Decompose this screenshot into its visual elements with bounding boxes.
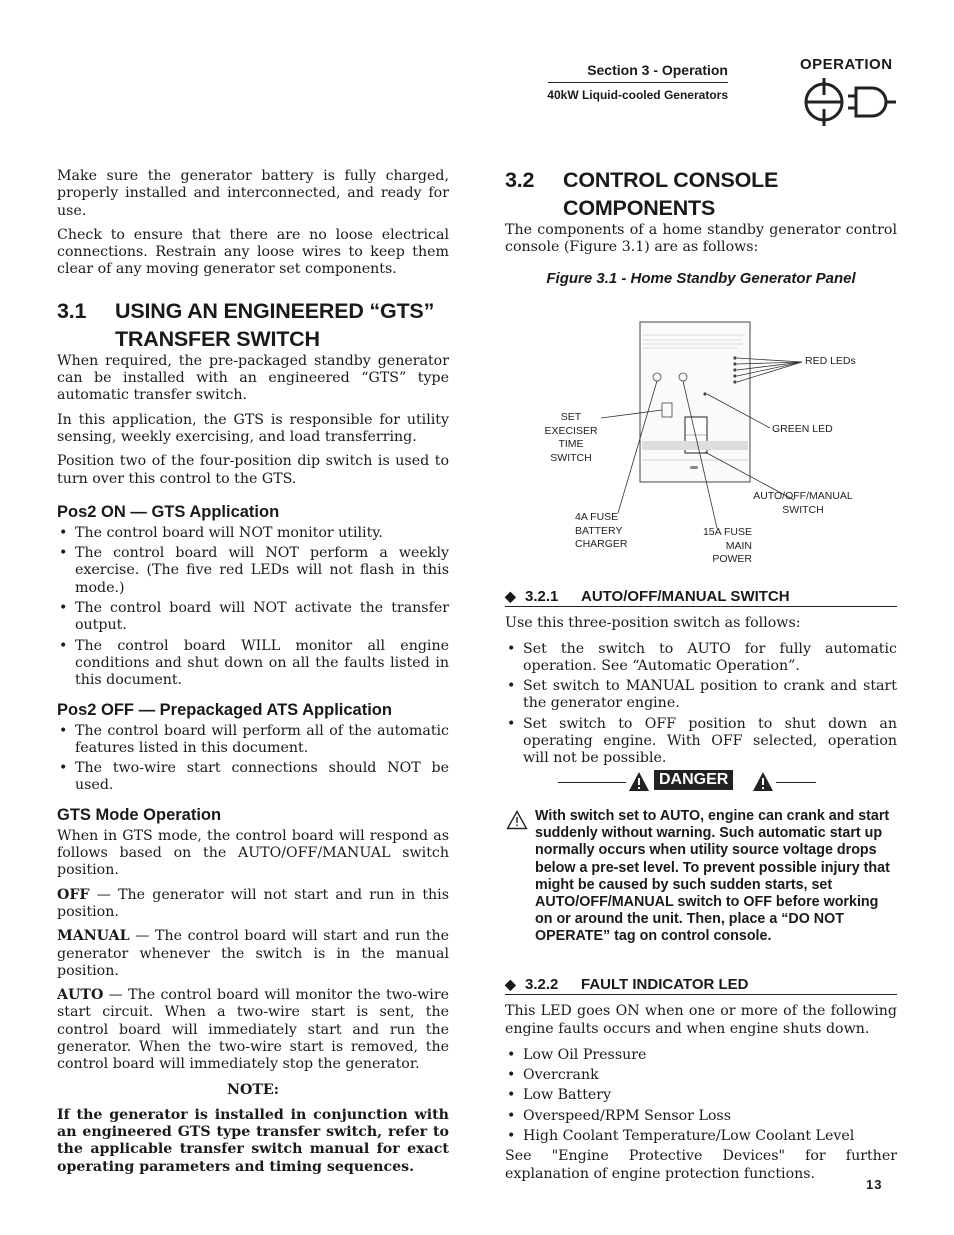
paragraph: See "Engine Protective Devices" for further explanation of engine protection functions. <box>505 1148 897 1182</box>
warning-triangle-icon <box>752 771 774 792</box>
plug-icon <box>800 76 900 130</box>
list-item: • Set the switch to AUTO for fully automatic operation. See “Automatic Operation”. <box>505 641 897 676</box>
danger-text: With switch set to AUTO, engine can crank and start suddenly without warning. Such automatic start up normally occurs when utility source voltage drops below a pre-set level. To prevent possible injury that might be caused by such sudden starts, set AUTO/OFF/MANUAL switch to OFF before working on or around the unit. Then, place a “DO NOT OPERATE” tag on control console. <box>535 808 890 945</box>
15a-fuse-label: 15A FUSE MAIN POWER <box>702 526 752 565</box>
list-item: • High Coolant Temperature/Low Coolant Level <box>505 1128 897 1145</box>
section-3-2-heading: 3.2 CONTROL CONSOLE COMPONENTS <box>505 168 779 220</box>
list-item: • The control board will NOT activate the transfer output. <box>57 600 449 635</box>
header-rule <box>548 82 728 83</box>
pos2-on-heading: Pos2 ON — GTS Application <box>57 502 280 521</box>
paragraph: This LED goes ON when one or more of the following engine faults occurs and when engine shuts down. <box>505 1003 897 1037</box>
paragraph: Use this three-position switch as follows: <box>505 615 801 632</box>
list-item: • The control board will perform all of the automatic features listed in this document. <box>57 723 449 758</box>
section-3-2-1-heading: ◆ 3.2.1 AUTO/OFF/MANUAL SWITCH <box>505 588 897 607</box>
paragraph: Position two of the four-position dip switch is used to turn over this control to the GTS. <box>57 453 449 487</box>
intro-paragraph: Make sure the generator battery is fully charged, properly installed and interconnected, and ready for use. <box>57 168 449 219</box>
section-3-2-2 <box>505 976 897 1190</box>
list-item: • The control board will NOT perform a weekly exercise. (The five red LEDs will not flash in this mode.) <box>57 545 449 597</box>
danger-label: DANGER <box>654 770 733 790</box>
paragraph: When in GTS mode, the control board will respond as follows based on the AUTO/OFF/MANUAL switch position. <box>57 827 449 879</box>
page-number: 13 <box>866 1177 883 1192</box>
off-paragraph: OFF — The generator will not start and run in this position. <box>57 886 449 920</box>
switch-list <box>505 641 897 768</box>
intro-paragraph: Check to ensure that there are no loose electrical connections. Restrain any loose wires to keep them clear of any moving generator set components. <box>57 226 449 278</box>
danger-banner <box>558 770 816 796</box>
pos2-off-list <box>57 723 449 795</box>
auto-paragraph: AUTO — The control board will monitor the two-wire start circuit. When a two-wire start is sent, the control board will immediately start and run the generator. When the two-wire start is removed, the control board will immediately stop the generator. <box>57 987 449 1073</box>
list-item: • The two-wire start connections should NOT be used. <box>57 760 449 795</box>
auto-off-manual-switch-label: AUTO/OFF/MANUAL SWITCH <box>753 490 853 516</box>
list-item: • Overspeed/RPM Sensor Loss <box>505 1108 897 1125</box>
list-item: • The control board WILL monitor all engine conditions and shut down on all the faults listed in this document. <box>57 638 449 690</box>
list-item: • Low Battery <box>505 1087 897 1104</box>
4a-fuse-label: 4A FUSE BATTERY CHARGER <box>575 511 628 550</box>
gts-mode-heading: GTS Mode Operation <box>57 805 222 824</box>
section-3-2-1 <box>505 588 897 774</box>
pos2-off-heading: Pos2 OFF — Prepackaged ATS Application <box>57 700 392 719</box>
list-item: • Overcrank <box>505 1067 897 1084</box>
list-item: • Set switch to MANUAL position to crank and start the generator engine. <box>505 678 897 713</box>
red-leds-label: RED LEDs <box>805 355 856 367</box>
warning-outline-icon <box>506 810 528 830</box>
section-subtitle: 40kW Liquid-cooled Generators <box>547 88 728 102</box>
figure-caption: Figure 3.1 - Home Standby Generator Panel <box>546 270 856 287</box>
list-item: • The control board will NOT monitor utility. <box>57 525 449 542</box>
danger-rule-left <box>558 782 626 783</box>
paragraph: When required, the pre-packaged standby generator can be installed with an engineered “GTS” type automatic transfer switch. <box>57 352 449 404</box>
warning-triangle-icon <box>628 771 650 792</box>
paragraph: The components of a home standby generator control console (Figure 3.1) are as follows: <box>505 222 897 256</box>
section-3-2-2-heading: ◆ 3.2.2 FAULT INDICATOR LED <box>505 976 897 995</box>
section-title: Section 3 - Operation <box>587 62 728 78</box>
danger-rule-right <box>776 782 816 783</box>
section-3-1-heading: 3.1 USING AN ENGINEERED “GTS” TRANSFER SWITCH <box>57 298 435 351</box>
pos2-on-list <box>57 525 449 690</box>
green-led-label: GREEN LED <box>772 423 833 435</box>
list-item: • Set switch to OFF position to shut down an operating engine. With OFF selected, operation will not be possible. <box>505 716 897 768</box>
set-exerciser-label: SET EXECISER TIME SWITCH <box>544 411 598 464</box>
manual-paragraph: MANUAL — The control board will start and run the generator whenever the switch is in the manual position. <box>57 928 449 979</box>
list-item: • Low Oil Pressure <box>505 1047 897 1064</box>
left-column <box>57 168 449 1183</box>
note-text: If the generator is installed in conjunction with an engineered GTS type transfer switch, refer to the applicable transfer switch manual for exact operating parameters and timing sequences. <box>57 1106 449 1175</box>
right-column-top <box>505 166 897 264</box>
fault-list <box>505 1047 897 1145</box>
paragraph: In this application, the GTS is responsible for utility sensing, weekly exercising, and load transferring. <box>57 411 449 445</box>
operation-badge-title: OPERATION <box>800 56 893 73</box>
note-title: NOTE: <box>227 1081 279 1098</box>
